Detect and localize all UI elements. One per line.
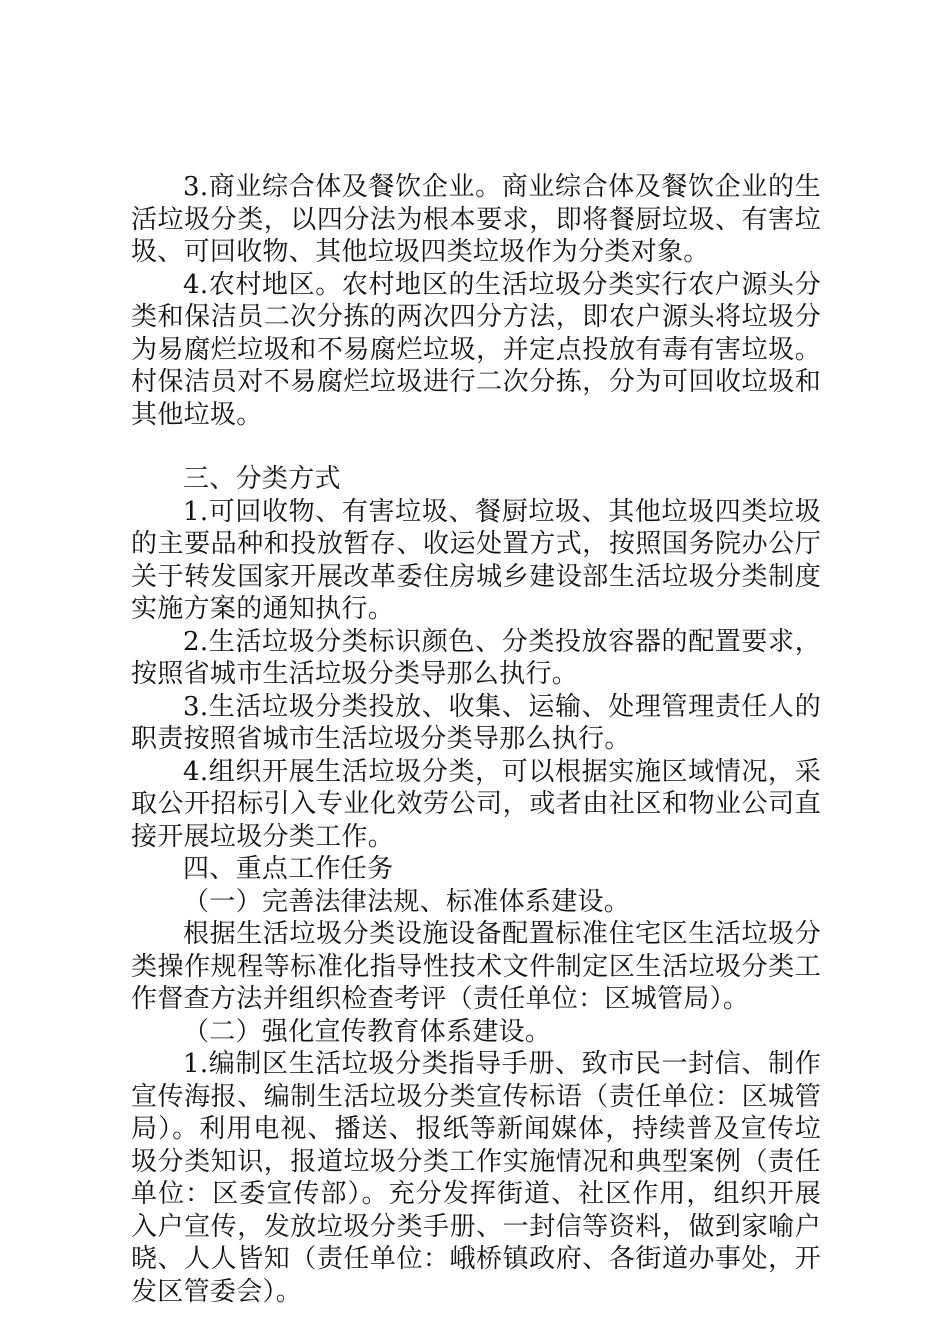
paragraph-method-2: 2.生活垃圾分类标识颜色、分类投放容器的配置要求，按照省城市生活垃圾分类导那么执行。 [131,626,821,689]
paragraph-rural-areas: 4.农村地区。农村地区的生活垃圾分类实行农户源头分类和保洁员二次分拣的两次四分方法，即农户源头将垃圾分为易腐烂垃圾和不易腐烂垃圾，并定点投放有毒有害垃圾。村保洁员对不易腐烂垃圾进行二次分拣，分为可回收垃圾和其他垃圾。 [131,269,821,430]
subheading-publicity-education: （二）强化宣传教育体系建设。 [183,1016,552,1047]
paragraph-commercial-complex: 3.商业综合体及餐饮企业。商业综合体及餐饮企业的生活垃圾分类，以四分法为根本要求，即将餐厨垃圾、有害垃圾、可回收物、其他垃圾四类垃圾作为分类对象。 [131,172,821,267]
section-heading-key-tasks: 四、重点工作任务 [183,854,394,884]
section-heading-classification-methods: 三、分类方式 [183,464,341,494]
paragraph-laws-standards: 根据生活垃圾分类设施设备配置标准住宅区生活垃圾分类操作规程等标准化指导性技术文件制定区生活垃圾分类工作督查方法并组织检查考评（责任单位：区城管局）。 [131,919,821,1014]
paragraph-method-1: 1.可回收物、有害垃圾、餐厨垃圾、其他垃圾四类垃圾的主要品种和投放暂存、收运处置方式，按照国务院办公厅关于转发国家开展改革委住房城乡建设部生活垃圾分类制度实施方案的通知执行。 [131,496,821,624]
document-body [131,171,821,1308]
paragraph-method-4: 4.组织开展生活垃圾分类，可以根据实施区域情况，采取公开招标引入专业化效劳公司，或者由社区和物业公司直接开展垃圾分类工作。 [131,756,821,852]
subheading-laws-standards: （一）完善法律法规、标准体系建设。 [183,886,631,917]
paragraph-publicity-education: 1.编制区生活垃圾分类指导手册、致市民一封信、制作宣传海报、编制生活垃圾分类宣传标语（责任单位：区城管局）。利用电视、播送、报纸等新闻媒体，持续普及宣传垃圾分类知识，报道垃圾分类工作实施情况和典型案例（责任单位：区委宣传部）。充分发挥街道、社区作用，组织开展入户宣传，发放垃圾分类手册、一封信等资料，做到家喻户晓、人人皆知（责任单位：峨桥镇政府、各街道办事处，开发区管委会）。 [131,1049,821,1307]
paragraph-method-3: 3.生活垃圾分类投放、收集、运输、处理管理责任人的职责按照省城市生活垃圾分类导那么执行。 [131,691,821,754]
